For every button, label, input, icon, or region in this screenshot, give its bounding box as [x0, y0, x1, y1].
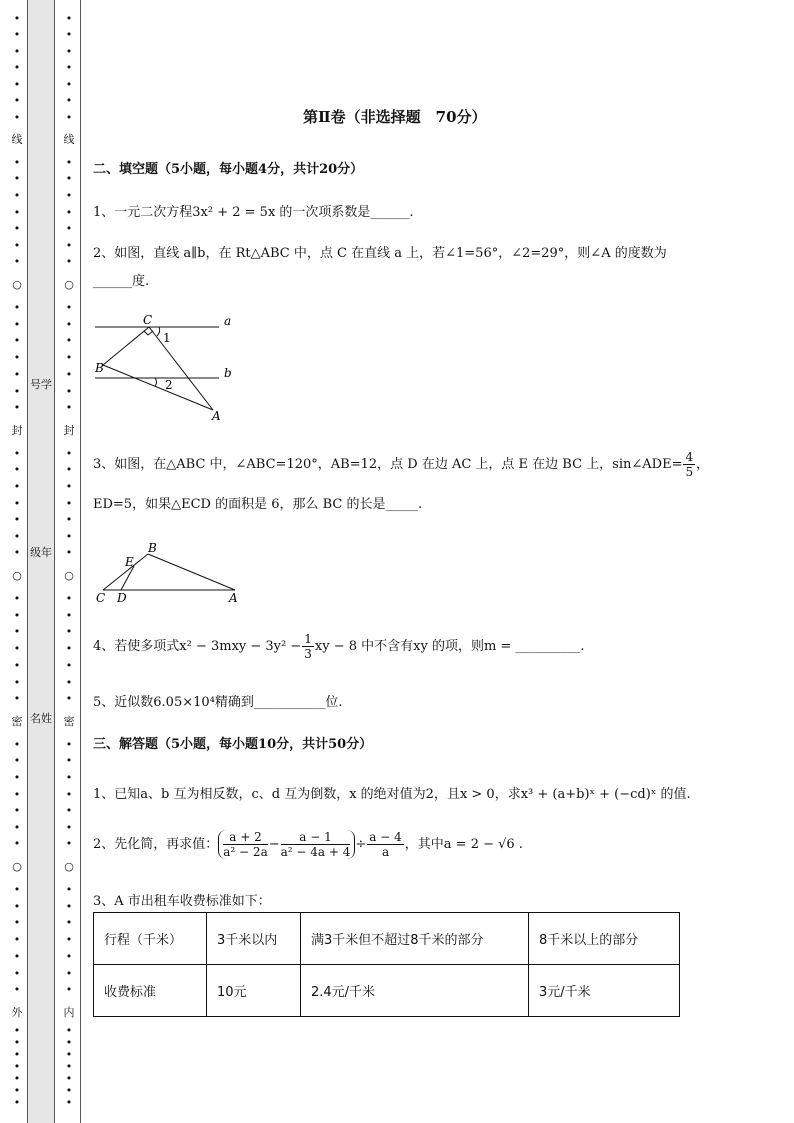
fill-question-3-line1	[93, 450, 709, 479]
seal-dot: •	[65, 61, 73, 74]
seal-dot: •	[65, 591, 73, 605]
s2-f3-num: a − 4	[369, 830, 402, 844]
seal-dot: •	[65, 642, 73, 655]
seal-dot: •	[13, 446, 21, 460]
fig2-label-A: A	[229, 591, 238, 605]
seal-dot: •	[65, 770, 73, 784]
seal-dot: •	[13, 1048, 21, 1061]
seal-dot: •	[65, 837, 73, 851]
seal-dot: •	[65, 529, 73, 543]
seal-label: 线	[11, 133, 23, 146]
seal-dot: •	[13, 804, 21, 818]
q4-frac-num: 1	[304, 632, 312, 646]
figure-parallel-lines	[93, 310, 253, 425]
seal-dot: •	[65, 188, 73, 202]
fill-question-5: 5、近似数6.05×10⁴精确到___________位.	[93, 695, 343, 710]
seal-dot: •	[13, 463, 21, 477]
seal-dot: •	[65, 110, 73, 124]
seal-dot: •	[13, 238, 21, 252]
fill-question-3-line2: ED=5，如果△ECD 的面积是 6，那么 BC 的长是_____.	[93, 497, 423, 512]
fill-question-4	[93, 632, 585, 661]
seal-dot: •	[13, 77, 21, 91]
seal-dot: •	[13, 625, 21, 639]
seal-dot: •	[65, 351, 73, 364]
seal-dot: •	[65, 238, 73, 252]
seal-dot: •	[65, 1096, 73, 1109]
seal-dot: •	[13, 820, 21, 834]
seal-dot: •	[13, 1024, 21, 1037]
seal-dot: •	[13, 255, 21, 269]
s2-divide: ÷	[355, 837, 367, 852]
seal-dot: •	[65, 172, 73, 186]
seal-dot: •	[65, 446, 73, 460]
seal-dot: •	[13, 384, 21, 398]
fig1-label-B: B	[95, 361, 104, 375]
fill-question-1: 1、一元二次方程3x² + 2 = 5x 的一次项系数是______.	[93, 205, 414, 220]
seal-dot: •	[65, 300, 73, 314]
seal-dot: •	[13, 949, 21, 963]
seal-label: 密	[11, 715, 23, 728]
seal-dot: •	[13, 334, 21, 348]
seal-dot: •	[13, 11, 21, 25]
s2-text-b: ，其中a = 2 − √6 .	[404, 837, 523, 852]
table-cell: 10元	[207, 965, 301, 1017]
seal-dot: •	[65, 882, 73, 896]
q3-frac-num: 4	[685, 450, 694, 464]
seal-dot: •	[65, 608, 73, 622]
fill-question-2-line2: ______度.	[93, 274, 150, 289]
seal-dot: •	[65, 754, 73, 768]
seal-label: 密	[63, 715, 75, 728]
table-cell: 3千米以内	[207, 913, 301, 965]
s2-bracket	[218, 830, 355, 859]
s2-f2-num: a − 1	[281, 830, 351, 845]
seal-dot: •	[65, 317, 73, 331]
seal-dot: •	[13, 351, 21, 364]
seal-dot: •	[65, 787, 73, 801]
seal-dot: •	[13, 222, 21, 236]
seal-dot: •	[13, 933, 21, 946]
seal-label: 封	[63, 424, 75, 437]
seal-dot: •	[13, 61, 21, 74]
table-cell: 收费标准	[94, 965, 207, 1017]
seal-dot: •	[65, 966, 73, 980]
fig2-label-B: B	[148, 541, 157, 555]
margin-border-line	[80, 0, 81, 1123]
seal-dot: •	[13, 110, 21, 124]
seal-dot: •	[65, 546, 73, 560]
solve-question-1: 1、已知a、b 互为相反数，c、d 互为倒数，x 的绝对值为2，且x > 0，求x³ + (a+b)ˣ + (−cd)ˣ 的值.	[93, 787, 691, 802]
seal-dot: •	[13, 754, 21, 768]
seal-dot: •	[13, 916, 21, 930]
seal-label: ○	[64, 860, 74, 873]
seal-dot: •	[65, 1048, 73, 1061]
seal-dot: •	[65, 222, 73, 236]
s2-fraction-3	[367, 830, 403, 859]
q3-frac-den: 5	[685, 465, 694, 479]
seal-dot: •	[13, 1096, 21, 1109]
seal-dot: •	[13, 787, 21, 801]
section-fill-blank-heading: 二、填空题（5小题，每小题4分，共计20分）	[93, 162, 364, 177]
seal-dot: •	[65, 692, 73, 706]
seal-dot: •	[65, 479, 73, 493]
seal-label: ○	[64, 278, 74, 291]
table-cell: 3元/千米	[529, 965, 680, 1017]
seal-dot: •	[65, 675, 73, 689]
seal-dot: •	[13, 188, 21, 202]
seal-dot: •	[13, 1060, 21, 1073]
seal-dot: •	[65, 205, 73, 219]
seal-dot: •	[13, 401, 21, 415]
s2-fraction-1	[223, 830, 267, 859]
seal-dot: •	[13, 94, 21, 107]
seal-dot: •	[13, 608, 21, 622]
seal-label: ○	[12, 569, 22, 582]
fig1-label-C: C	[143, 313, 153, 327]
table-row	[94, 965, 680, 1017]
solve-question-2	[93, 830, 523, 859]
table-cell: 2.4元/千米	[301, 965, 529, 1017]
q4-text-a: 4、若使多项式x² − 3mxy − 3y² −	[93, 639, 302, 654]
s2-text-a: 2、先化简，再求值：	[93, 837, 219, 852]
seal-label: 封	[11, 424, 23, 437]
seal-dot: •	[65, 463, 73, 477]
seal-dot: •	[13, 513, 21, 527]
seal-dot: •	[13, 317, 21, 331]
seal-dot: •	[65, 916, 73, 930]
seal-dot: •	[13, 155, 21, 169]
s2-f2-den: a² − 4a + 4	[280, 845, 351, 859]
seal-dot: •	[65, 367, 73, 381]
s2-f3-den: a	[381, 845, 390, 859]
taxi-fee-table	[93, 912, 680, 1017]
seal-dot: •	[65, 1084, 73, 1097]
seal-dot: •	[65, 44, 73, 58]
seal-label: ○	[12, 278, 22, 291]
seal-dot: •	[13, 692, 21, 706]
seal-dot: •	[65, 658, 73, 672]
seal-dot: •	[13, 300, 21, 314]
seal-label: 内	[63, 1006, 75, 1019]
binding-margin	[0, 0, 82, 1123]
s2-fraction-2	[281, 830, 351, 859]
seal-dot: •	[65, 77, 73, 91]
q4-fraction	[302, 632, 314, 661]
s2-f1-num: a + 2	[223, 830, 267, 845]
q4-frac-den: 3	[304, 647, 312, 661]
field-class: 级年	[30, 546, 52, 559]
q4-text-b: xy − 8 中不含有xy 的项，则m = __________.	[314, 639, 585, 654]
seal-dot: •	[65, 1060, 73, 1073]
seal-dot: •	[13, 1084, 21, 1097]
seal-dot: •	[65, 1072, 73, 1085]
seal-dot: •	[13, 172, 21, 186]
table-cell: 8千米以上的部分	[529, 913, 680, 965]
seal-dot: •	[65, 155, 73, 169]
inner-seal-column	[62, 0, 76, 1123]
seal-label: 线	[63, 133, 75, 146]
seal-dot: •	[13, 591, 21, 605]
seal-dot: •	[13, 770, 21, 784]
seal-dot: •	[13, 658, 21, 672]
fig1-label-a: a	[224, 314, 232, 328]
q3-fraction	[683, 450, 695, 479]
seal-dot: •	[65, 949, 73, 963]
seal-dot: •	[13, 899, 21, 913]
section-solve-heading: 三、解答题（5小题，每小题10分，共计50分）	[93, 737, 373, 752]
fig2-label-D: D	[117, 591, 127, 605]
fig1-label-2: 2	[165, 378, 173, 392]
seal-dot: •	[65, 28, 73, 41]
figure-triangle-abc	[93, 538, 253, 608]
part-title: 第Ⅱ卷（非选择题 70分）	[303, 108, 487, 126]
seal-dot: •	[65, 384, 73, 398]
seal-dot: •	[65, 334, 73, 348]
seal-dot: •	[65, 820, 73, 834]
seal-dot: •	[65, 94, 73, 107]
fig1-label-A: A	[212, 409, 221, 423]
seal-dot: •	[65, 11, 73, 25]
seal-dot: •	[13, 882, 21, 896]
field-student-number: 号学	[30, 378, 52, 391]
seal-dot: •	[13, 642, 21, 655]
seal-dot: •	[13, 983, 21, 997]
seal-dot: •	[13, 737, 21, 751]
seal-label: 外	[11, 1006, 23, 1019]
fig1-label-b: b	[224, 366, 232, 380]
seal-label: ○	[64, 569, 74, 582]
solve-question-3: 3、A 市出租车收费标准如下：	[93, 894, 271, 909]
seal-dot: •	[13, 546, 21, 560]
seal-dot: •	[13, 496, 21, 510]
seal-dot: •	[13, 1072, 21, 1085]
seal-dot: •	[13, 28, 21, 41]
seal-dot: •	[65, 513, 73, 527]
seal-dot: •	[13, 529, 21, 543]
seal-dot: •	[65, 1024, 73, 1037]
seal-dot: •	[13, 44, 21, 58]
seal-dot: •	[65, 625, 73, 639]
fig2-label-C: C	[96, 591, 106, 605]
q3-text-a: 3、如图，在△ABC 中，∠ABC=120°，AB=12，点 D 在边 AC 上，点 E 在边 BC 上，sin∠ADE=	[93, 457, 683, 472]
seal-dot: •	[13, 966, 21, 980]
q3-text-b: ，	[696, 457, 710, 472]
seal-dot: •	[65, 401, 73, 415]
outer-seal-column	[10, 0, 24, 1123]
seal-dot: •	[13, 837, 21, 851]
fig2-label-E: E	[125, 555, 134, 569]
seal-label: ○	[12, 860, 22, 873]
s2-f1-den: a² − 2a	[223, 845, 268, 859]
seal-dot: •	[65, 804, 73, 818]
seal-dot: •	[13, 479, 21, 493]
fill-question-2-line1: 2、如图，直线 a∥b，在 Rt△ABC 中，点 C 在直线 a 上，若∠1=56°，∠2=29°，则∠A 的度数为	[93, 246, 667, 261]
table-row	[94, 913, 680, 965]
seal-dot: •	[65, 496, 73, 510]
seal-dot: •	[65, 933, 73, 946]
seal-dot: •	[65, 899, 73, 913]
seal-dot: •	[13, 367, 21, 381]
table-cell: 行程（千米）	[94, 913, 207, 965]
seal-dot: •	[65, 255, 73, 269]
seal-dot: •	[13, 1036, 21, 1049]
seal-dot: •	[13, 205, 21, 219]
seal-dot: •	[65, 737, 73, 751]
s2-minus: −	[268, 837, 280, 852]
table-cell: 满3千米但不超过8千米的部分	[301, 913, 529, 965]
fig1-label-1: 1	[163, 331, 171, 345]
field-name: 名姓	[30, 712, 52, 725]
seal-dot: •	[65, 1036, 73, 1049]
seal-dot: •	[13, 675, 21, 689]
seal-dot: •	[65, 983, 73, 997]
